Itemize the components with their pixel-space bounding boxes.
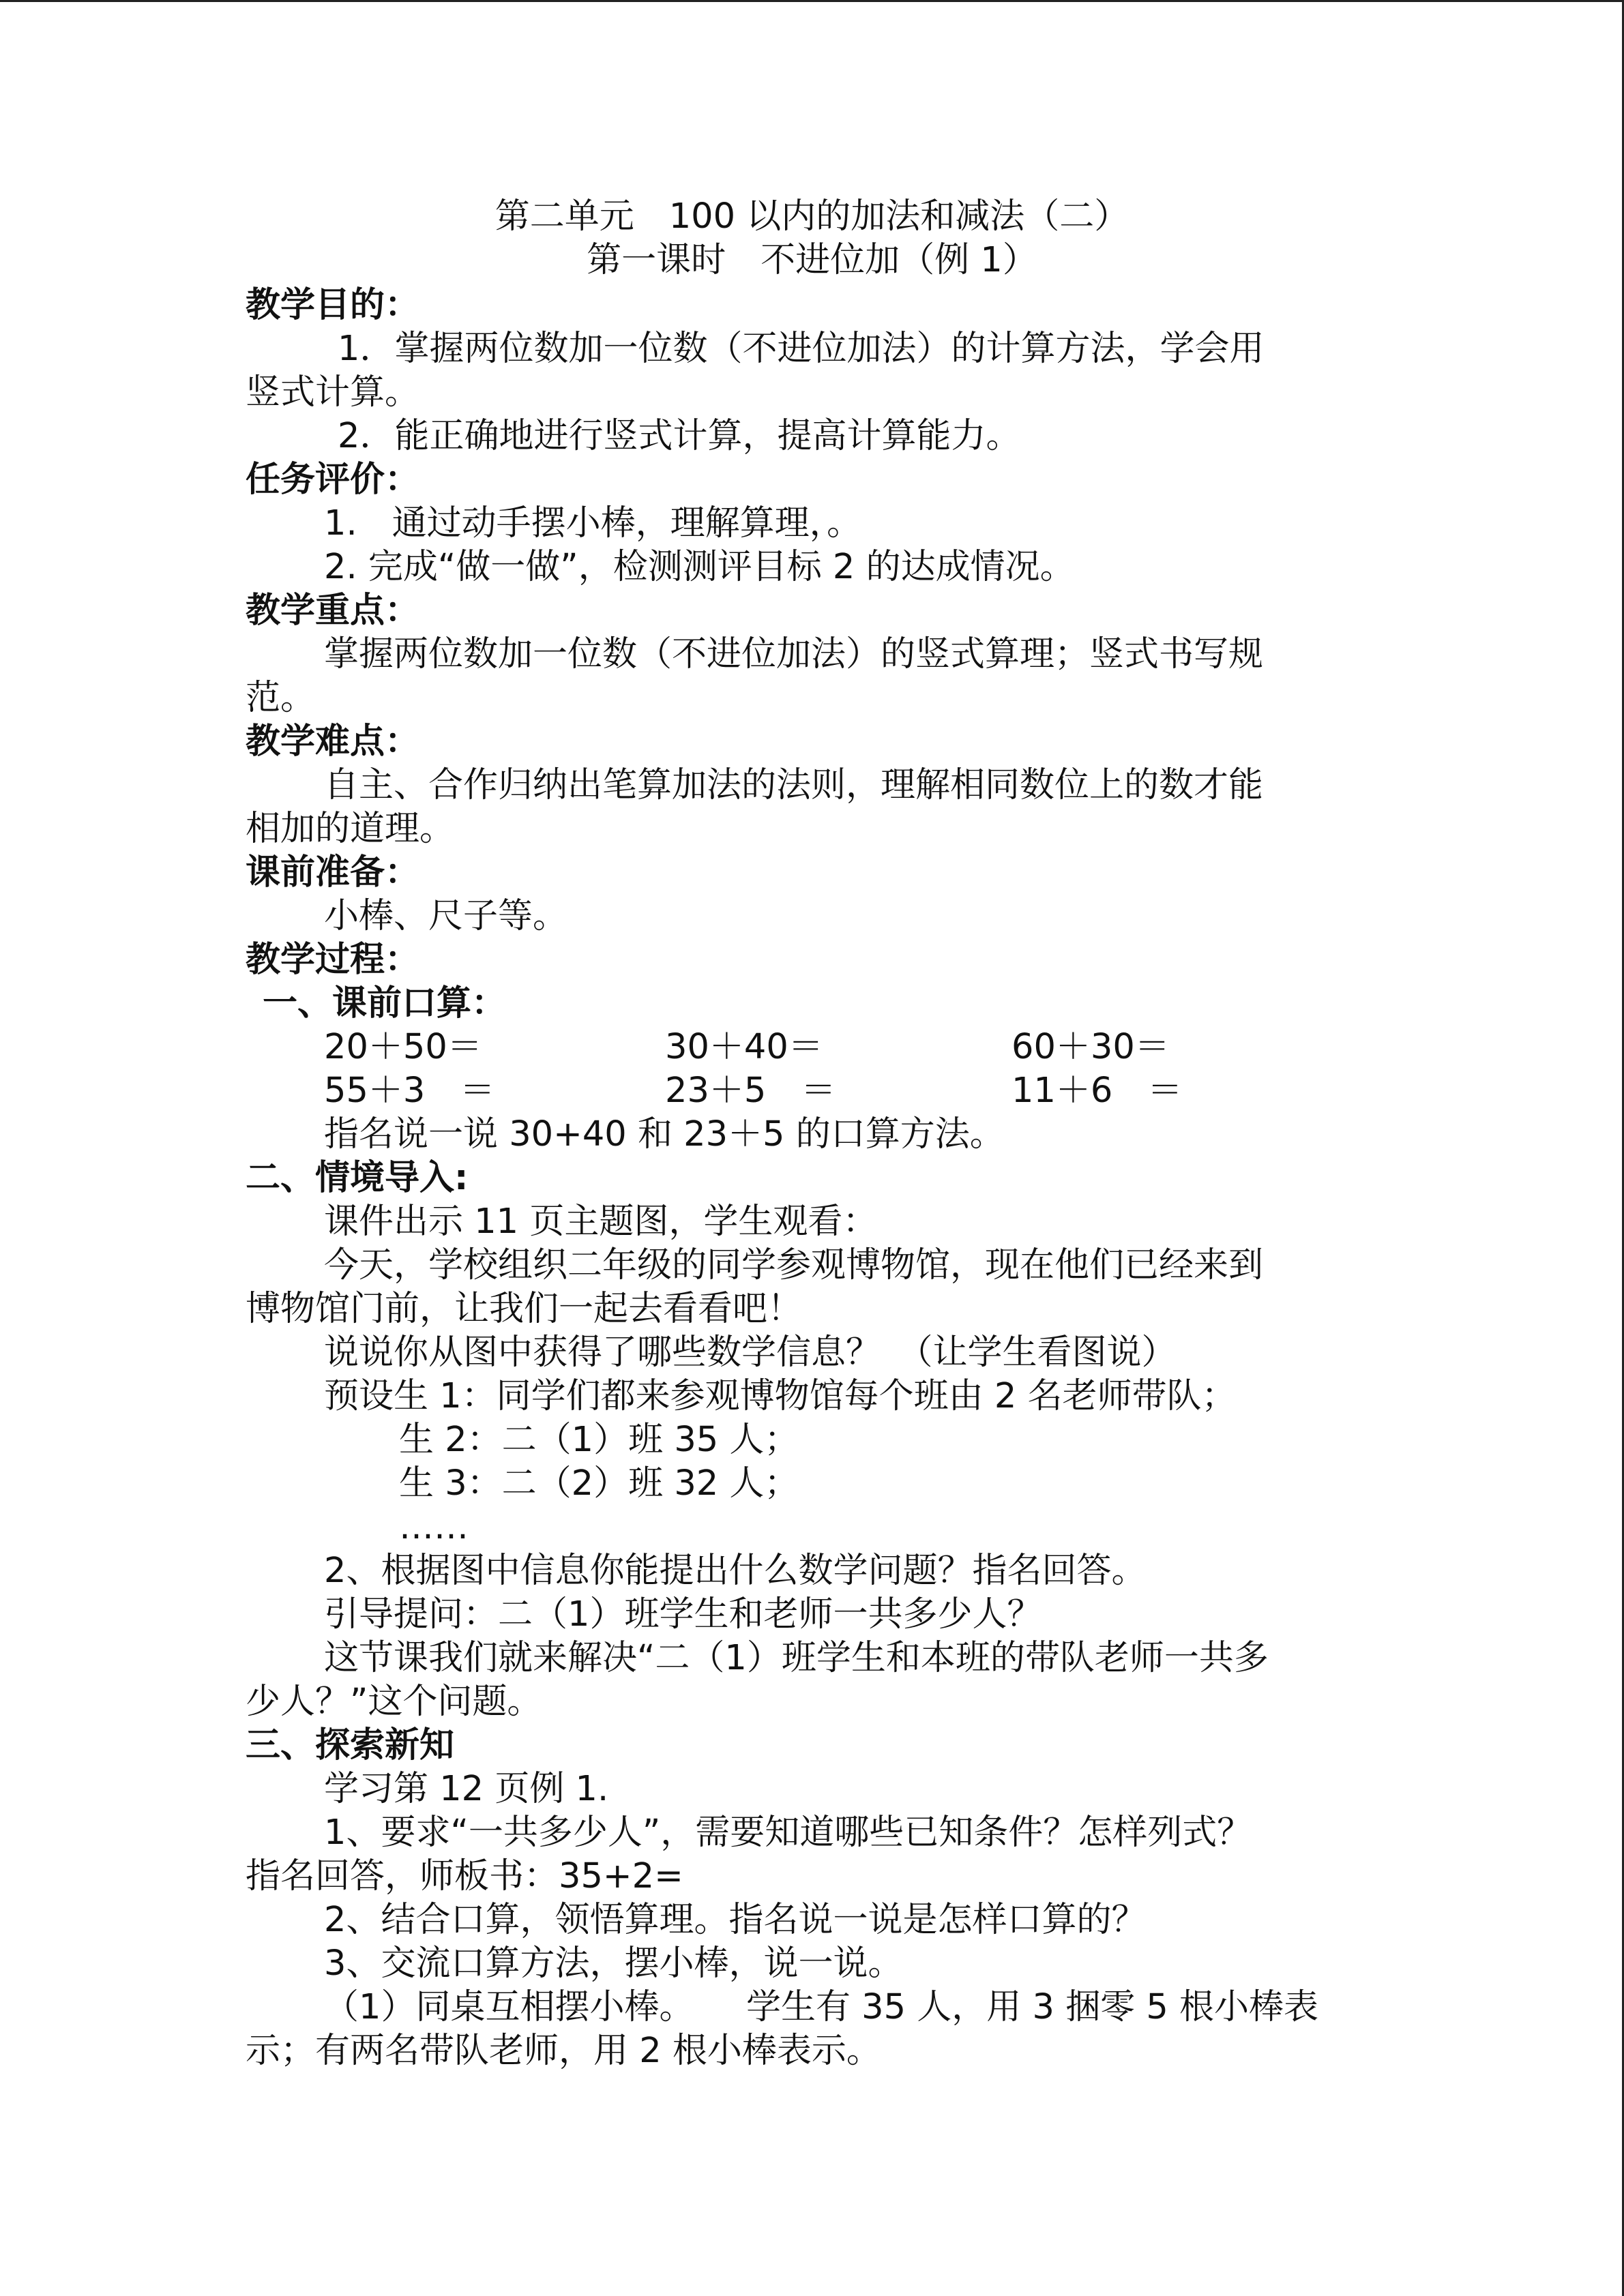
- objective-1-line-2: 竖式计算。: [246, 372, 420, 413]
- preparation-text: 小棒、尺子等。: [324, 896, 568, 936]
- key-points-line-1: 掌握两位数加一位数（不进位加法）的竖式算理；竖式书写规: [324, 634, 1264, 674]
- paragraph-student-3: 生 3：二（2）班 32 人；: [399, 1463, 799, 1504]
- heading-objectives: 教学目的：: [246, 285, 420, 325]
- paragraph-lesson-goal-line-1: 这节课我们就来解决“二（1）班学生和本班的带队老师一共多: [324, 1638, 1269, 1678]
- paragraph-sticks-line-2: 示；有两名带队老师，用 2 根小棒表示。: [246, 2031, 881, 2071]
- evaluation-2: 2. 完成“做一做”，检测测评目标 2 的达成情况。: [324, 547, 1075, 587]
- oral-method-prompt: 指名说一说 30+40 和 23＋5 的口算方法。: [324, 1114, 1005, 1154]
- heading-preparation: 课前准备：: [246, 852, 420, 893]
- unit-title: 第二单元 100 以内的加法和减法（二）: [494, 196, 1130, 237]
- heading-process: 教学过程：: [246, 940, 420, 980]
- lesson-title: 第一课时 不进位加（例 1）: [587, 240, 1037, 280]
- heading-evaluation: 任务评价：: [246, 460, 420, 500]
- paragraph-student-2: 生 2：二（1）班 35 人；: [399, 1420, 799, 1460]
- paragraph-conditions-line-1: 1、要求“一共多少人”，需要知道哪些已知条件？怎样列式？: [324, 1813, 1252, 1853]
- section-2-scenario: 二、情境导入:: [246, 1158, 469, 1198]
- objective-1-line-1: 1．掌握两位数加一位数（不进位加法）的计算方法，学会用: [338, 329, 1265, 369]
- calc-row-2-col-3: 11＋6 ＝: [1012, 1071, 1183, 1111]
- objective-2: 2．能正确地进行竖式计算，提高计算能力。: [338, 416, 1021, 456]
- calc-row-1-col-2: 30＋40＝: [665, 1027, 823, 1067]
- paragraph-sticks-line-1: （1）同桌互相摆小棒。 学生有 35 人，用 3 捆零 5 根小棒表: [324, 1987, 1319, 2027]
- paragraph-math-question: 2、根据图中信息你能提出什么数学问题？指名回答。: [324, 1551, 1147, 1591]
- paragraph-info-question: 说说你从图中获得了哪些数学信息？ （让学生看图说）: [324, 1332, 1177, 1373]
- paragraph-museum-line-1: 今天，学校组织二年级的同学参观博物馆，现在他们已经来到: [324, 1245, 1264, 1285]
- paragraph-exchange: 3、交流口算方法，摆小棒，说一说。: [324, 1943, 903, 1984]
- paragraph-reasoning: 2、结合口算，领悟算理。指名说一说是怎样口算的？: [324, 1900, 1147, 1940]
- calc-row-2-col-2: 23＋5 ＝: [665, 1071, 836, 1111]
- calc-row-1-col-1: 20＋50＝: [324, 1027, 482, 1067]
- evaluation-1: 1. 通过动手摆小棒，理解算理，。: [324, 503, 862, 543]
- calc-row-1-col-3: 60＋30＝: [1012, 1027, 1170, 1067]
- paragraph-example-1: 学习第 12 页例 1.: [324, 1769, 609, 1809]
- paragraph-conditions-line-2: 指名回答，师板书：35+2=: [246, 1856, 683, 1896]
- section-1-oral-calc: 一、课前口算：: [263, 983, 507, 1024]
- paragraph-guided-question: 引导提问：二（1）班学生和老师一共多少人？: [324, 1594, 1042, 1635]
- calc-row-2-col-1: 55＋3 ＝: [324, 1071, 495, 1111]
- key-points-line-2: 范。: [246, 678, 316, 718]
- difficulty-line-2: 相加的道理。: [246, 809, 455, 849]
- paragraph-student-1: 预设生 1：同学们都来参观博物馆每个班由 2 名老师带队；: [324, 1376, 1237, 1416]
- paragraph-ellipsis: ……: [399, 1507, 469, 1547]
- heading-difficulty: 教学难点：: [246, 721, 420, 762]
- section-3-explore: 三、探索新知: [246, 1725, 455, 1765]
- paragraph-museum-line-2: 博物馆门前，让我们一起去看看吧！: [246, 1289, 803, 1329]
- paragraph-courseware: 课件出示 11 页主题图，学生观看：: [324, 1202, 878, 1242]
- difficulty-line-1: 自主、合作归纳出笔算加法的法则，理解相同数位上的数才能: [324, 765, 1264, 805]
- page-border-top: [0, 0, 1624, 2]
- paragraph-lesson-goal-line-2: 少人？”这个问题。: [246, 1682, 542, 1722]
- heading-key-points: 教学重点：: [246, 591, 420, 631]
